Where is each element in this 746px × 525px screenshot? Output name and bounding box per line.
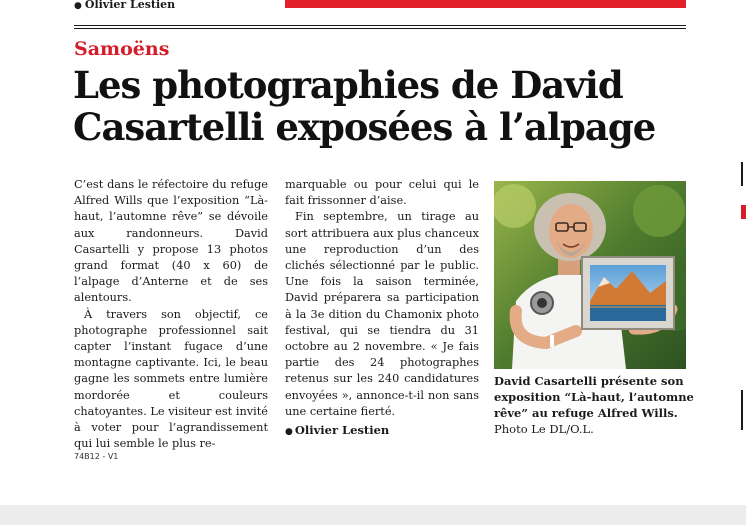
adjacent-kicker-mark xyxy=(741,205,746,219)
paragraph: Fin septembre, un tirage au sort attribuera aux plus chanceux une reproduction d’un des clichés sélectionné par le public. Une fois la saison terminée, David préparera sa participation à la 3e dition du Chamonix photo festival, qui se tiendra du 31 octobre au 2 novembre. « Je fais partie des 24 photographes retenus sur les 240 candidatures envoyées », annonce-t-il non sans une certaine fierté. xyxy=(285,210,479,418)
section-divider xyxy=(74,28,686,29)
previous-article-byline: ● Olivier Lestien xyxy=(74,0,176,11)
section-divider xyxy=(74,25,686,26)
article-photo xyxy=(494,181,686,369)
article-headline: Les photographies de David Casartelli exposées à l’alpage xyxy=(73,63,656,149)
photo-illustration xyxy=(494,181,686,369)
page-bottom-margin xyxy=(0,505,746,525)
caption-text: David Casartelli présente son exposition “Là-haut, l’automne rêve” au refuge Alfred Wills. xyxy=(494,374,694,420)
paragraph: C’est dans le réfectoire du refuge Alfred Wills que l’exposition “Là-haut, l’automne rêve” se dévoile aux randonneurs. David Casartelli y propose 13 photos grand format (40 x 60) de l’alpage d’Anterne et de ses alentours. xyxy=(74,178,268,305)
column-rule xyxy=(741,162,743,186)
adjacent-article-edge xyxy=(741,0,746,505)
article-column-1 xyxy=(74,177,268,452)
photo-caption xyxy=(494,373,694,437)
column-rule xyxy=(741,390,743,430)
bullet-icon: ● xyxy=(74,1,82,11)
red-accent-bar xyxy=(285,0,686,8)
article-column-2 xyxy=(285,177,479,440)
paragraph: marquable ou pour celui qui le fait frissonner d’aise. xyxy=(285,178,479,208)
paragraph: À travers son objectif, ce photographe professionnel sait capter l’instant fugace d’une montagne captivante. Ici, le beau gagne les sommets entre lumière mordorée et couleurs chatoyantes. Le visiteur est invité à voter pour l’agrandissement qui lui semble le plus re- xyxy=(74,307,268,451)
bullet-icon: ● xyxy=(285,427,293,438)
photo-credit: Photo Le DL/O.L. xyxy=(494,422,594,436)
page-code: 74B12 - V1 xyxy=(74,452,119,461)
article-byline: ● Olivier Lestien xyxy=(285,423,390,438)
article-kicker: Samoëns xyxy=(74,38,170,60)
